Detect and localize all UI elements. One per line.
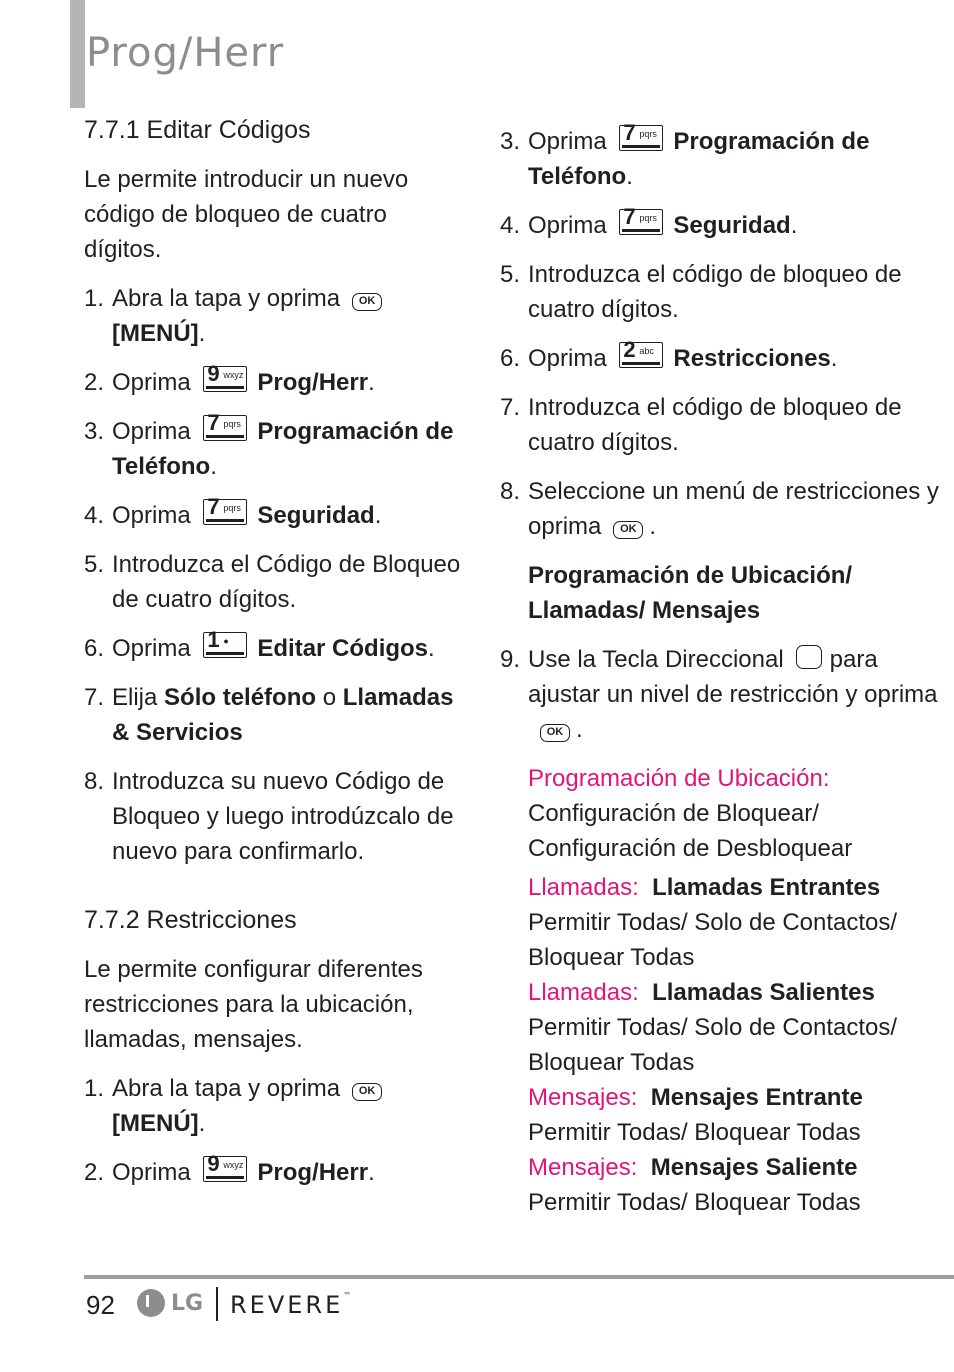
step-9 — [500, 642, 940, 747]
step-body — [112, 281, 464, 351]
key-7-icon — [203, 410, 247, 441]
step-end: . — [790, 212, 798, 239]
key-9-icon — [203, 1151, 247, 1182]
menu-label: Prog/Herr — [257, 1159, 369, 1186]
ok-key-icon: OK — [352, 293, 382, 311]
key-7-icon — [619, 120, 663, 151]
menu-label: Seguridad — [673, 212, 791, 239]
step-number: 1. — [84, 1075, 105, 1102]
option-label: Mensajes: — [528, 1154, 638, 1181]
key-letters: pqrs — [639, 129, 657, 139]
menu-label: [MENÚ] — [112, 1110, 199, 1137]
header-bar — [70, 0, 85, 108]
step-end: . — [626, 163, 633, 190]
option-values: Permitir Todas/ Solo de Contactos/ Bloquear Todas — [528, 909, 898, 971]
section-intro: Le permite introducir un nuevo código de bloqueo de cuatro dígitos. — [84, 166, 409, 263]
restriction-menu-list: Programación de Ubicación/ Llamadas/ Mensajes — [528, 562, 853, 624]
step-text: Introduzca el Código de Bloqueo de cuatro dígitos. — [112, 551, 461, 613]
step-end: . — [210, 453, 217, 480]
step-body — [528, 120, 940, 194]
lg-logo — [137, 1289, 203, 1317]
option-label: Sólo teléfono — [164, 684, 317, 711]
step-end: . — [198, 1110, 206, 1137]
step-7 — [84, 680, 464, 750]
step-2 — [84, 361, 464, 400]
step-text: o — [322, 684, 337, 711]
left-column — [84, 113, 464, 1204]
step-8 — [500, 474, 940, 544]
trademark: ™ — [343, 1291, 352, 1300]
step-text: Oprima — [112, 635, 191, 662]
step-text: Introduzca su nuevo Código de Bloqueo y luego introdúzcalo de nuevo para confirmarlo. — [112, 768, 454, 865]
step-text: Elija — [112, 684, 158, 711]
step-text: Abra la tapa y oprima — [112, 1075, 341, 1102]
step-1 — [84, 1071, 464, 1141]
key-digit: 9 — [207, 1151, 220, 1176]
key-digit: 9 — [207, 361, 220, 386]
option-title: Llamadas Salientes — [652, 979, 875, 1006]
step-text: Oprima — [112, 418, 191, 445]
step-number: 5. — [84, 551, 105, 578]
option-label: Llamadas: — [528, 874, 639, 901]
step-body — [528, 642, 940, 747]
step-end: . — [830, 345, 838, 372]
key-digit: 7 — [623, 120, 636, 145]
step-4 — [84, 494, 464, 533]
option-title: Mensajes Saliente — [650, 1154, 858, 1181]
ok-key-icon: OK — [540, 724, 570, 742]
option-outgoing-messages — [528, 1150, 940, 1220]
option-label: Programación de Ubicación: — [528, 765, 830, 792]
step-text: Use la Tecla Direccional — [528, 646, 784, 673]
step-number: 6. — [500, 345, 521, 372]
option-values: Permitir Todas/ Solo de Contactos/ Bloquear Todas — [528, 1014, 898, 1076]
step-2 — [84, 1151, 464, 1190]
key-1-voicemail-icon — [203, 627, 247, 658]
step-body — [112, 1151, 464, 1190]
brand-text: REVERE — [230, 1291, 344, 1319]
key-letters: pqrs — [223, 419, 241, 429]
step-end: . — [368, 369, 375, 396]
step-text: Oprima — [112, 1159, 191, 1186]
key-letters: pqrs — [639, 213, 657, 223]
brand-name — [230, 1291, 351, 1319]
step-7 — [500, 390, 940, 460]
step-text: Abra la tapa y oprima — [112, 285, 341, 312]
menu-label: Programación de Teléfono — [112, 418, 454, 480]
step-end: . — [649, 513, 657, 540]
key-digit: 7 — [623, 204, 636, 229]
key-letters: wxyz — [223, 370, 244, 380]
option-title: Mensajes Entrante — [650, 1084, 863, 1111]
step-number: 8. — [84, 768, 105, 795]
ok-key-icon: OK — [613, 521, 643, 539]
page-title: Prog/Herr — [86, 30, 285, 76]
option-label: Llamadas & Servicios — [112, 684, 454, 746]
step-end: . — [198, 320, 206, 347]
key-7-icon — [619, 204, 663, 235]
step-number: 3. — [84, 418, 105, 445]
step-end: . — [576, 716, 583, 743]
footer-divider — [216, 1287, 218, 1321]
step-number: 8. — [500, 478, 521, 505]
option-values: Configuración de Bloquear/ Configuración de Desbloquear — [528, 800, 853, 862]
key-digit: 7 — [207, 410, 220, 435]
option-label: Llamadas: — [528, 979, 639, 1006]
menu-label: Prog/Herr — [257, 369, 369, 396]
step-number: 3. — [500, 128, 521, 155]
key-9-icon — [203, 361, 247, 392]
lg-logo-icon — [137, 1289, 165, 1317]
step-text: Introduzca el código de bloqueo de cuatro dígitos. — [528, 261, 902, 323]
directional-key-icon — [796, 645, 822, 669]
step-number: 6. — [84, 635, 105, 662]
section-heading-editar: 7.7.1 Editar Códigos — [84, 116, 311, 144]
option-incoming-messages — [528, 1080, 940, 1150]
step-body — [112, 494, 464, 533]
key-letters: abc — [639, 346, 654, 356]
menu-label: Editar Códigos — [257, 635, 429, 662]
option-title: Llamadas Entrantes — [652, 874, 881, 901]
key-letters: wxyz — [223, 1160, 244, 1170]
option-values: Permitir Todas/ Bloquear Todas — [528, 1189, 861, 1216]
step-body — [112, 1071, 464, 1141]
step-end: . — [428, 635, 435, 662]
step-number: 7. — [500, 394, 521, 421]
option-outgoing-calls — [528, 975, 940, 1080]
footer-rule — [84, 1275, 954, 1279]
voicemail-icon: ● — [223, 636, 229, 646]
step-text: Oprima — [528, 345, 607, 372]
step-number: 2. — [84, 369, 105, 396]
step-body — [528, 204, 940, 243]
step-text: Oprima — [528, 212, 607, 239]
step-6 — [500, 337, 940, 376]
lg-logo-text: LG — [171, 1290, 204, 1316]
step-number: 4. — [500, 212, 521, 239]
step-6 — [84, 627, 464, 666]
menu-label: Restricciones — [673, 345, 831, 372]
key-7-icon — [203, 494, 247, 525]
key-2-icon — [619, 337, 663, 368]
step-5 — [500, 257, 940, 327]
key-letters: pqrs — [223, 503, 241, 513]
step-text: Oprima — [112, 502, 191, 529]
option-values: Permitir Todas/ Bloquear Todas — [528, 1119, 861, 1146]
step-number: 4. — [84, 502, 105, 529]
menu-label: Programación de Teléfono — [528, 128, 870, 190]
step-text: Seleccione un menú de restricciones y oprima — [528, 478, 939, 540]
menu-label: Seguridad — [257, 502, 375, 529]
right-column — [500, 120, 940, 1220]
section-intro: Le permite configurar diferentes restricciones para la ubicación, llamadas, mensajes. — [84, 956, 423, 1053]
step-body — [112, 361, 464, 400]
option-location — [528, 761, 940, 866]
key-digit: 1 — [207, 627, 220, 652]
step-number: 9. — [500, 646, 521, 673]
step-4 — [500, 204, 940, 243]
step-8 — [84, 764, 464, 869]
step-3 — [500, 120, 940, 194]
option-label: Mensajes: — [528, 1084, 638, 1111]
step-body — [112, 627, 464, 666]
step-number: 1. — [84, 285, 105, 312]
step-text: Introduzca el código de bloqueo de cuatro dígitos. — [528, 394, 902, 456]
step-number: 5. — [500, 261, 521, 288]
step-end: . — [374, 502, 382, 529]
step-end: . — [368, 1159, 375, 1186]
step-text: Oprima — [112, 369, 191, 396]
section-heading-restricciones: 7.7.2 Restricciones — [84, 906, 297, 934]
step-text: para ajustar un nivel de restricción y oprima — [528, 646, 938, 708]
step-1 — [84, 281, 464, 351]
step-number: 7. — [84, 684, 105, 711]
menu-label: [MENÚ] — [112, 320, 199, 347]
step-body — [528, 474, 940, 544]
step-body — [112, 410, 464, 484]
step-body — [112, 680, 464, 750]
step-5 — [84, 547, 464, 617]
key-digit: 2 — [623, 337, 636, 362]
step-text: Oprima — [528, 128, 607, 155]
step-number: 2. — [84, 1159, 105, 1186]
key-digit: 7 — [207, 494, 220, 519]
step-body — [528, 337, 940, 376]
page-number: 92 — [86, 1290, 115, 1320]
restriction-options — [500, 761, 940, 1220]
step-3 — [84, 410, 464, 484]
option-incoming-calls — [528, 870, 940, 975]
ok-key-icon: OK — [352, 1083, 382, 1101]
